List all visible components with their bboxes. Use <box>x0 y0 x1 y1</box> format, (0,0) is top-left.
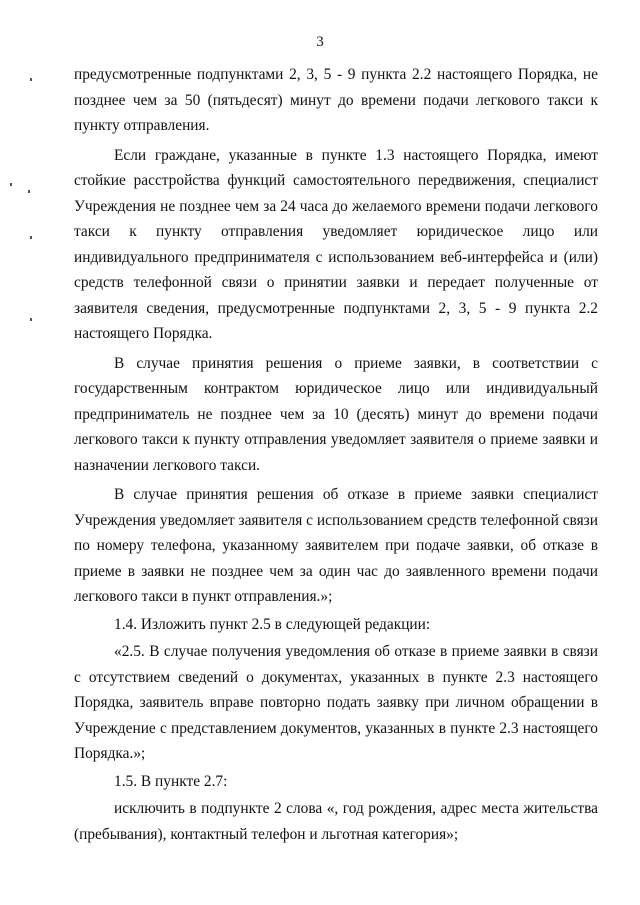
paragraph: предусмотренные подпунктами 2, 3, 5 - 9 пункта 2.2 настоящего Порядка, не позднее чем за 50 (пятьдесят) минут до времени подачи легкового такси к пункту отправления. <box>74 66 598 134</box>
margin-mark <box>10 183 12 186</box>
document-body <box>74 62 598 847</box>
margin-mark <box>30 78 32 81</box>
margin-mark <box>30 236 32 239</box>
paragraph: В случае принятия решения об отказе в приеме заявки специалист Учреждения уведомляет заявителя с использованием средств телефонной связи по номеру телефона, указанному заявителем при подаче заявки, об отказе в приеме в заявки не позднее чем за один час до заявленного времени подачи легкового такси в пункт отправления.»; <box>74 486 598 605</box>
paragraph: исключить в подпункте 2 слова «, год рождения, адрес места жительства (пребывания), контактный телефон и льготная категория»; <box>74 800 598 843</box>
margin-mark <box>30 318 32 321</box>
paragraph: «2.5. В случае получения уведомления об отказе в приеме заявки в связи с отсутствием сведений о документах, указанных в пункте 2.3 настоящего Порядка, заявитель вправе повторно подать заявку при личном обращении в Учреждение с представлением документов, указанных в пункте 2.3 настоящего Порядка.»; <box>74 643 598 762</box>
paragraph: В случае принятия решения о приеме заявки, в соответствии с государственным контрактом юридическое лицо или индивидуальный предприниматель не позднее чем за 10 (десять) минут до времени подачи легкового такси к пункту отправления уведомляет заявителя о приеме заявки и назначении легкового такси. <box>74 354 598 474</box>
paragraph: 1.4. Изложить пункт 2.5 в следующей редакции: <box>114 615 431 633</box>
page-number: 3 <box>316 34 324 50</box>
paragraph: Если граждане, указанные в пункте 1.3 настоящего Порядка, имеют стойкие расстройства функций самостоятельного передвижения, специалист Учреждения не позднее чем за 24 часа до желаемого времени подачи легкового такси к пункту отправления уведомляет юридическое лицо или индивидуального предпринимателя с использованием веб-интерфейса и (или) средств телефонной связи о принятии заявки и передает полученные от заявителя сведения, предусмотренные подпунктами 2, 3, 5 - 9 пункта 2.2 настоящего Порядка. <box>74 146 598 342</box>
margin-mark <box>28 190 30 193</box>
paragraph: 1.5. В пункте 2.7: <box>114 772 228 790</box>
